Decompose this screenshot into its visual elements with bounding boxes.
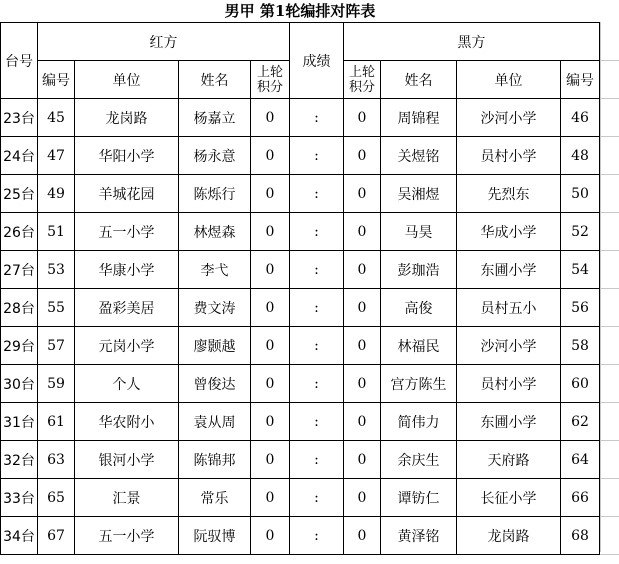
red-num-cell[interactable]: 61 — [38, 403, 75, 441]
table-no-cell[interactable]: 34台 — [1, 517, 38, 555]
black-points-cell[interactable]: 0 — [344, 479, 381, 517]
black-unit-cell[interactable]: 员村小学 — [457, 137, 561, 175]
table-row — [1, 213, 600, 251]
black-points-cell[interactable]: 0 — [344, 365, 381, 403]
grid-line — [600, 478, 619, 479]
grid-line — [600, 402, 619, 403]
black-num-cell[interactable]: 68 — [561, 517, 600, 555]
red-num-cell[interactable]: 47 — [38, 137, 75, 175]
pairing-table — [0, 22, 600, 555]
red-name-cell[interactable]: 廖颢越 — [179, 327, 251, 365]
table-row — [1, 137, 600, 175]
red-unit-cell[interactable]: 银河小学 — [75, 441, 179, 479]
score-cell[interactable]: : — [290, 479, 344, 517]
black-num-cell[interactable]: 58 — [561, 327, 600, 365]
red-num-cell[interactable]: 49 — [38, 175, 75, 213]
table-row — [1, 175, 600, 213]
black-num-cell[interactable]: 52 — [561, 213, 600, 251]
table-no-cell[interactable]: 32台 — [1, 441, 38, 479]
grid-line — [600, 326, 619, 327]
red-name-cell[interactable]: 李弋 — [179, 251, 251, 289]
table-no-cell[interactable]: 33台 — [1, 479, 38, 517]
table-no-cell[interactable]: 30台 — [1, 365, 38, 403]
score-cell[interactable]: : — [290, 99, 344, 137]
score-cell[interactable]: : — [290, 365, 344, 403]
black-unit-cell[interactable]: 先烈东 — [457, 175, 561, 213]
header-black-num[interactable]: 编号 — [561, 61, 600, 99]
red-unit-cell[interactable]: 华康小学 — [75, 251, 179, 289]
header-score[interactable]: 成绩 — [290, 23, 344, 99]
red-num-cell[interactable]: 45 — [38, 99, 75, 137]
red-name-cell[interactable]: 林煜森 — [179, 213, 251, 251]
score-cell[interactable]: : — [290, 251, 344, 289]
red-name-cell[interactable]: 杨嘉立 — [179, 99, 251, 137]
sheet-title: 男甲 第1轮编排对阵表 — [224, 2, 376, 20]
score-cell[interactable]: : — [290, 213, 344, 251]
red-points-cell[interactable]: 0 — [251, 175, 290, 213]
black-name-cell[interactable]: 余庆生 — [381, 441, 457, 479]
black-name-cell[interactable]: 黄泽铭 — [381, 517, 457, 555]
black-name-cell[interactable]: 周锦程 — [381, 99, 457, 137]
red-num-cell[interactable]: 51 — [38, 213, 75, 251]
red-name-cell[interactable]: 陈锦邦 — [179, 441, 251, 479]
header-table-no[interactable]: 台号 — [1, 23, 38, 99]
grid-line — [600, 98, 619, 99]
red-points-cell[interactable]: 0 — [251, 251, 290, 289]
grid-line — [600, 288, 619, 289]
black-points-cell[interactable]: 0 — [344, 289, 381, 327]
black-num-cell[interactable]: 48 — [561, 137, 600, 175]
sheet-grid-edge — [600, 0, 619, 564]
header-red-points[interactable]: 上轮积分 — [251, 61, 290, 99]
red-unit-cell[interactable]: 元岗小学 — [75, 327, 179, 365]
grid-line — [600, 174, 619, 175]
red-unit-cell[interactable]: 盈彩美居 — [75, 289, 179, 327]
black-unit-cell[interactable]: 龙岗路 — [457, 517, 561, 555]
black-unit-cell[interactable]: 长征小学 — [457, 479, 561, 517]
red-name-cell[interactable]: 袁从周 — [179, 403, 251, 441]
red-points-cell[interactable]: 0 — [251, 99, 290, 137]
black-unit-cell[interactable]: 华成小学 — [457, 213, 561, 251]
grid-line — [600, 554, 619, 555]
red-points-cell[interactable]: 0 — [251, 289, 290, 327]
black-name-cell[interactable]: 高俊 — [381, 289, 457, 327]
grid-line — [600, 136, 619, 137]
red-unit-cell[interactable]: 个人 — [75, 365, 179, 403]
red-unit-cell[interactable]: 华阳小学 — [75, 137, 179, 175]
table-row — [1, 289, 600, 327]
black-unit-cell[interactable]: 沙河小学 — [457, 327, 561, 365]
black-num-cell[interactable]: 64 — [561, 441, 600, 479]
score-cell[interactable]: : — [290, 403, 344, 441]
red-name-cell[interactable]: 杨永意 — [179, 137, 251, 175]
score-cell[interactable]: : — [290, 289, 344, 327]
header-red-name[interactable]: 姓名 — [179, 61, 251, 99]
red-num-cell[interactable]: 59 — [38, 365, 75, 403]
red-points-cell[interactable]: 0 — [251, 479, 290, 517]
black-points-cell[interactable]: 0 — [344, 517, 381, 555]
red-name-cell[interactable]: 常乐 — [179, 479, 251, 517]
black-unit-cell[interactable]: 天府路 — [457, 441, 561, 479]
table-row — [1, 327, 600, 365]
red-unit-cell[interactable]: 五一小学 — [75, 517, 179, 555]
grid-line — [600, 516, 619, 517]
table-row — [1, 441, 600, 479]
red-name-cell[interactable]: 费文涛 — [179, 289, 251, 327]
table-row — [1, 365, 600, 403]
black-num-cell[interactable]: 46 — [561, 99, 600, 137]
table-no-cell[interactable]: 26台 — [1, 213, 38, 251]
red-unit-cell[interactable]: 华农附小 — [75, 403, 179, 441]
black-points-cell[interactable]: 0 — [344, 137, 381, 175]
header-black-unit[interactable]: 单位 — [457, 61, 561, 99]
black-num-cell[interactable]: 50 — [561, 175, 600, 213]
black-num-cell[interactable]: 54 — [561, 251, 600, 289]
black-name-cell[interactable]: 马昊 — [381, 213, 457, 251]
score-cell[interactable]: : — [290, 327, 344, 365]
red-num-cell[interactable]: 65 — [38, 479, 75, 517]
black-unit-cell[interactable]: 东圃小学 — [457, 403, 561, 441]
black-num-cell[interactable]: 56 — [561, 289, 600, 327]
red-unit-cell[interactable]: 五一小学 — [75, 213, 179, 251]
grid-line — [600, 250, 619, 251]
red-unit-cell[interactable]: 汇景 — [75, 479, 179, 517]
black-points-cell[interactable]: 0 — [344, 441, 381, 479]
red-name-cell[interactable]: 阮驭博 — [179, 517, 251, 555]
black-unit-cell[interactable]: 员村五小 — [457, 289, 561, 327]
table-row — [1, 99, 600, 137]
header-black-points[interactable]: 上轮积分 — [344, 61, 381, 99]
black-unit-cell[interactable]: 东圃小学 — [457, 251, 561, 289]
black-unit-cell[interactable]: 员村小学 — [457, 365, 561, 403]
table-no-cell[interactable]: 29台 — [1, 327, 38, 365]
grid-line — [600, 364, 619, 365]
table-row — [1, 251, 600, 289]
red-num-cell[interactable]: 57 — [38, 327, 75, 365]
black-num-cell[interactable]: 62 — [561, 403, 600, 441]
grid-line — [600, 440, 619, 441]
black-name-cell[interactable]: 关煜铭 — [381, 137, 457, 175]
red-unit-cell[interactable]: 龙岗路 — [75, 99, 179, 137]
red-points-cell[interactable]: 0 — [251, 441, 290, 479]
table-no-cell[interactable]: 27台 — [1, 251, 38, 289]
black-name-cell[interactable]: 简伟力 — [381, 403, 457, 441]
black-points-cell[interactable]: 0 — [344, 327, 381, 365]
table-row — [1, 403, 600, 441]
red-points-cell[interactable]: 0 — [251, 365, 290, 403]
table-no-cell[interactable]: 28台 — [1, 289, 38, 327]
red-points-cell[interactable]: 0 — [251, 327, 290, 365]
table-no-cell[interactable]: 24台 — [1, 137, 38, 175]
black-points-cell[interactable]: 0 — [344, 251, 381, 289]
table-row — [1, 479, 600, 517]
black-name-cell[interactable]: 林福民 — [381, 327, 457, 365]
table-no-cell[interactable]: 31台 — [1, 403, 38, 441]
header-black-name[interactable]: 姓名 — [381, 61, 457, 99]
red-points-cell[interactable]: 0 — [251, 403, 290, 441]
header-red-unit[interactable]: 单位 — [75, 61, 179, 99]
black-name-cell[interactable]: 吴湘煜 — [381, 175, 457, 213]
red-points-cell[interactable]: 0 — [251, 213, 290, 251]
black-points-cell[interactable]: 0 — [344, 175, 381, 213]
table-no-cell[interactable]: 25台 — [1, 175, 38, 213]
table-no-cell[interactable]: 23台 — [1, 99, 38, 137]
header-red-side[interactable]: 红方 — [38, 23, 290, 61]
red-name-cell[interactable]: 陈烁行 — [179, 175, 251, 213]
red-num-cell[interactable]: 63 — [38, 441, 75, 479]
score-cell[interactable]: : — [290, 517, 344, 555]
header-black-side[interactable]: 黑方 — [344, 23, 600, 61]
red-points-cell[interactable]: 0 — [251, 517, 290, 555]
table-row — [1, 517, 600, 555]
black-name-cell[interactable]: 彭珈浩 — [381, 251, 457, 289]
header-red-num[interactable]: 编号 — [38, 61, 75, 99]
grid-line — [600, 212, 619, 213]
black-name-cell[interactable]: 宫方陈生 — [381, 365, 457, 403]
red-points-cell[interactable]: 0 — [251, 137, 290, 175]
black-num-cell[interactable]: 60 — [561, 365, 600, 403]
black-points-cell[interactable]: 0 — [344, 213, 381, 251]
red-num-cell[interactable]: 55 — [38, 289, 75, 327]
red-num-cell[interactable]: 53 — [38, 251, 75, 289]
red-name-cell[interactable]: 曾俊达 — [179, 365, 251, 403]
black-points-cell[interactable]: 0 — [344, 99, 381, 137]
red-unit-cell[interactable]: 羊城花园 — [75, 175, 179, 213]
black-unit-cell[interactable]: 沙河小学 — [457, 99, 561, 137]
score-cell[interactable]: : — [290, 175, 344, 213]
black-num-cell[interactable]: 66 — [561, 479, 600, 517]
score-cell[interactable]: : — [290, 137, 344, 175]
score-cell[interactable]: : — [290, 441, 344, 479]
black-name-cell[interactable]: 谭钫仁 — [381, 479, 457, 517]
black-points-cell[interactable]: 0 — [344, 403, 381, 441]
grid-line — [600, 60, 619, 61]
red-num-cell[interactable]: 67 — [38, 517, 75, 555]
